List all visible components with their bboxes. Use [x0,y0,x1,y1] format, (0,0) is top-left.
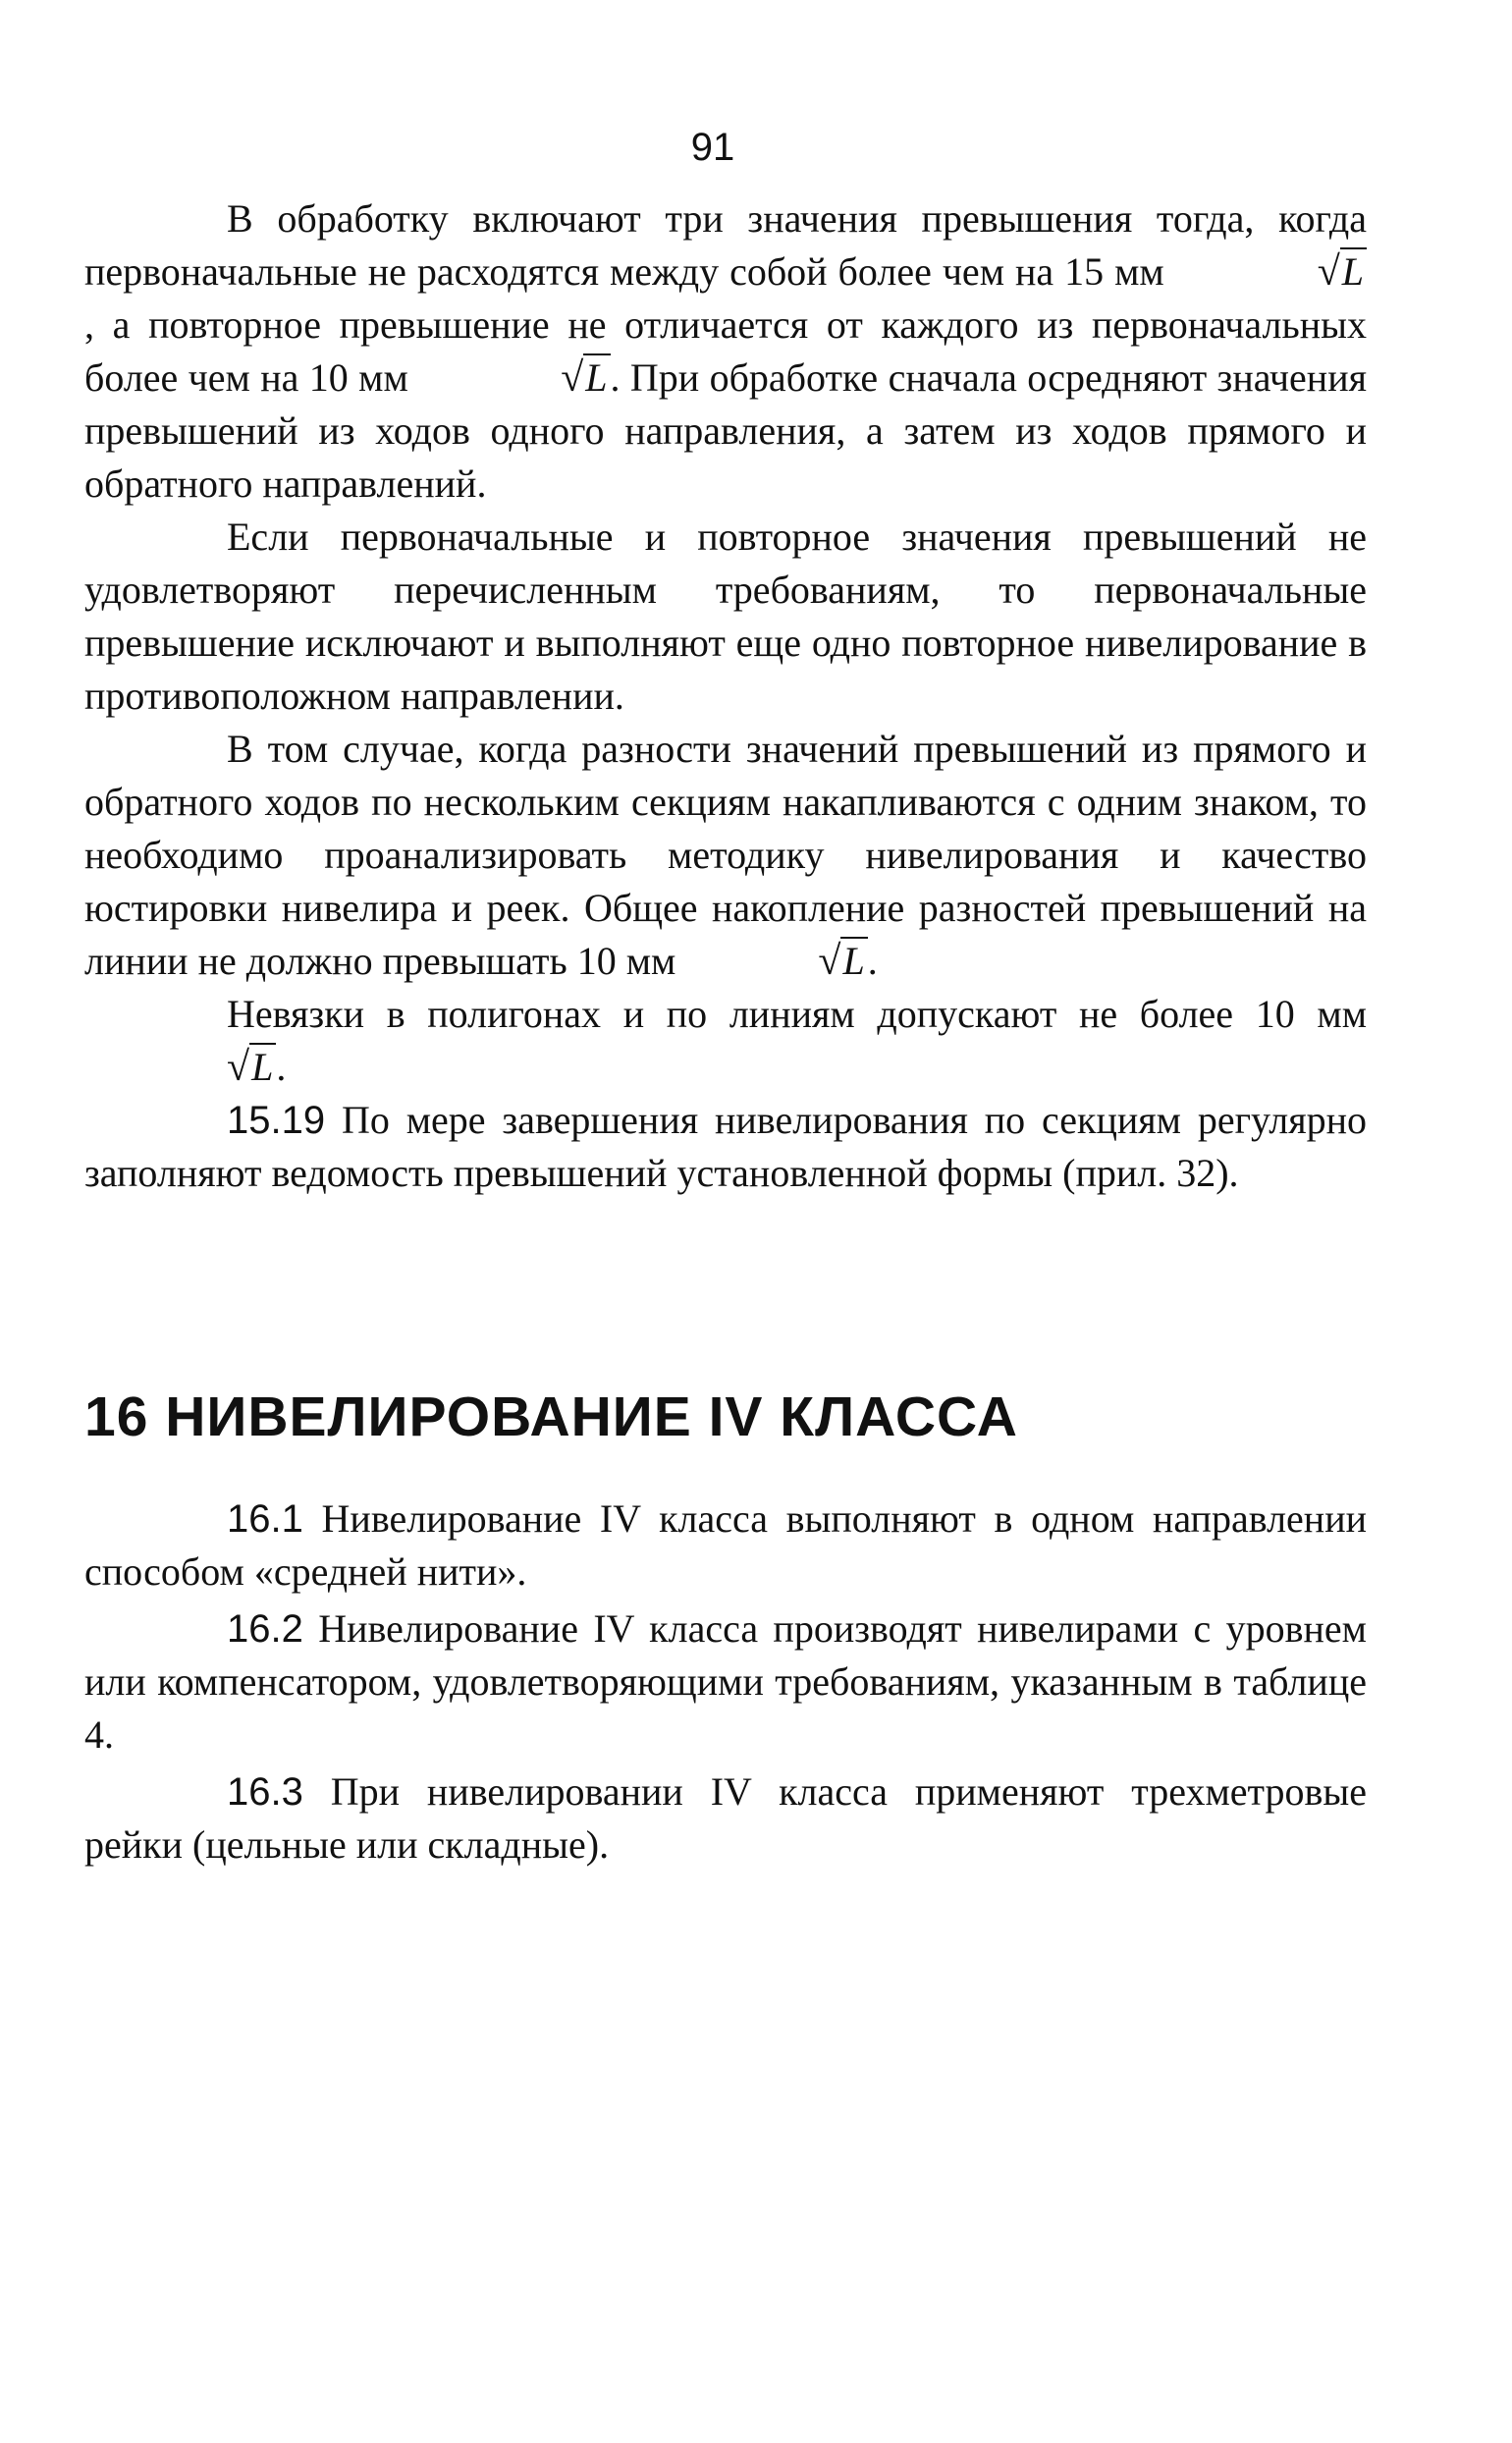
radical-sign-icon: √ [227,1045,250,1090]
paragraph-text: В обработку включают три значения превышения тогда, когда первоначальные не расходятся между собой более чем на 15 мм [84,196,1367,294]
formula-variable: L [583,353,610,400]
radical-sign-icon: √ [818,939,841,984]
paragraph-requirements: Если первоначальные и повторное значения превышений не удовлетворяют перечисленным требованиям, то первоначальные превышение исключают и выполняют еще одно повторное нивелирование в противоположном направлении. [84,515,1367,718]
paragraph-text: . При обработке сначала осредняют значения превышений из ходов одного направления, а затем из ходов прямого и обратного направлений. [84,355,1368,506]
paragraph-15-19 [84,1094,1367,1200]
clause-number: 16.2 [227,1607,303,1651]
paragraph-text: . [867,939,878,983]
section-heading: 16 НИВЕЛИРОВАНИЕ IV КЛАССА [84,1385,1018,1448]
page-number: 91 [690,126,735,169]
sqrt-formula [1175,245,1367,299]
clause-number: 16.1 [227,1497,303,1541]
clause-number: 16.3 [227,1770,303,1814]
sqrt-formula [418,352,610,405]
radical-sign-icon: √ [1317,249,1340,295]
paragraph-text: По мере завершения нивелирования по секциям регулярно заполняют ведомость превышений установленной формы (прил. 32). [84,1098,1367,1195]
radical-sign-icon: √ [561,355,584,401]
paragraph-text: Нивелирование IV класса выполняют в одном направлении способом «средней нити». [84,1496,1367,1594]
body-text-lower [84,1493,1367,1875]
paragraph-text: Невязки в полигонах и по линиям допускают не более 10 мм [227,992,1367,1036]
clause-number: 15.19 [227,1099,326,1142]
paragraph-16-2 [84,1602,1367,1762]
formula-variable: L [1340,247,1367,294]
sqrt-formula [675,935,867,988]
paragraph-text: . [276,1045,287,1089]
paragraph-16-3 [84,1765,1367,1872]
paragraph-text: При нивелировании IV класса применяют трехметровые рейки (цельные или складные). [84,1769,1367,1867]
body-text-upper [84,192,1367,1200]
paragraph-text: , а повторное превышение не отличается от каждого из первоначальных более чем на 10 мм [84,302,1367,400]
formula-variable: L [840,937,867,983]
paragraph-misclosures [84,988,1367,1094]
paragraph-text: В том случае, когда разности значений превышений из прямого и обратного ходов по нескольким секциям накапливаются с одним знаком, то необходимо проанализировать методику нивелирования и качество юстировки нивелира и реек. Общее накопление разностей превышений на линии не должно превышать 10 мм [84,727,1367,983]
paragraph-16-1 [84,1493,1367,1599]
paragraph-text: Нивелирование IV класса производят нивелирами с уровнем или компенсатором, удовлетворяющими требованиям, указанным в таблице 4. [84,1606,1367,1757]
sqrt-formula [84,1041,276,1094]
paragraph-processing [84,192,1367,511]
paragraph-accumulation [84,723,1367,988]
formula-variable: L [249,1043,276,1089]
